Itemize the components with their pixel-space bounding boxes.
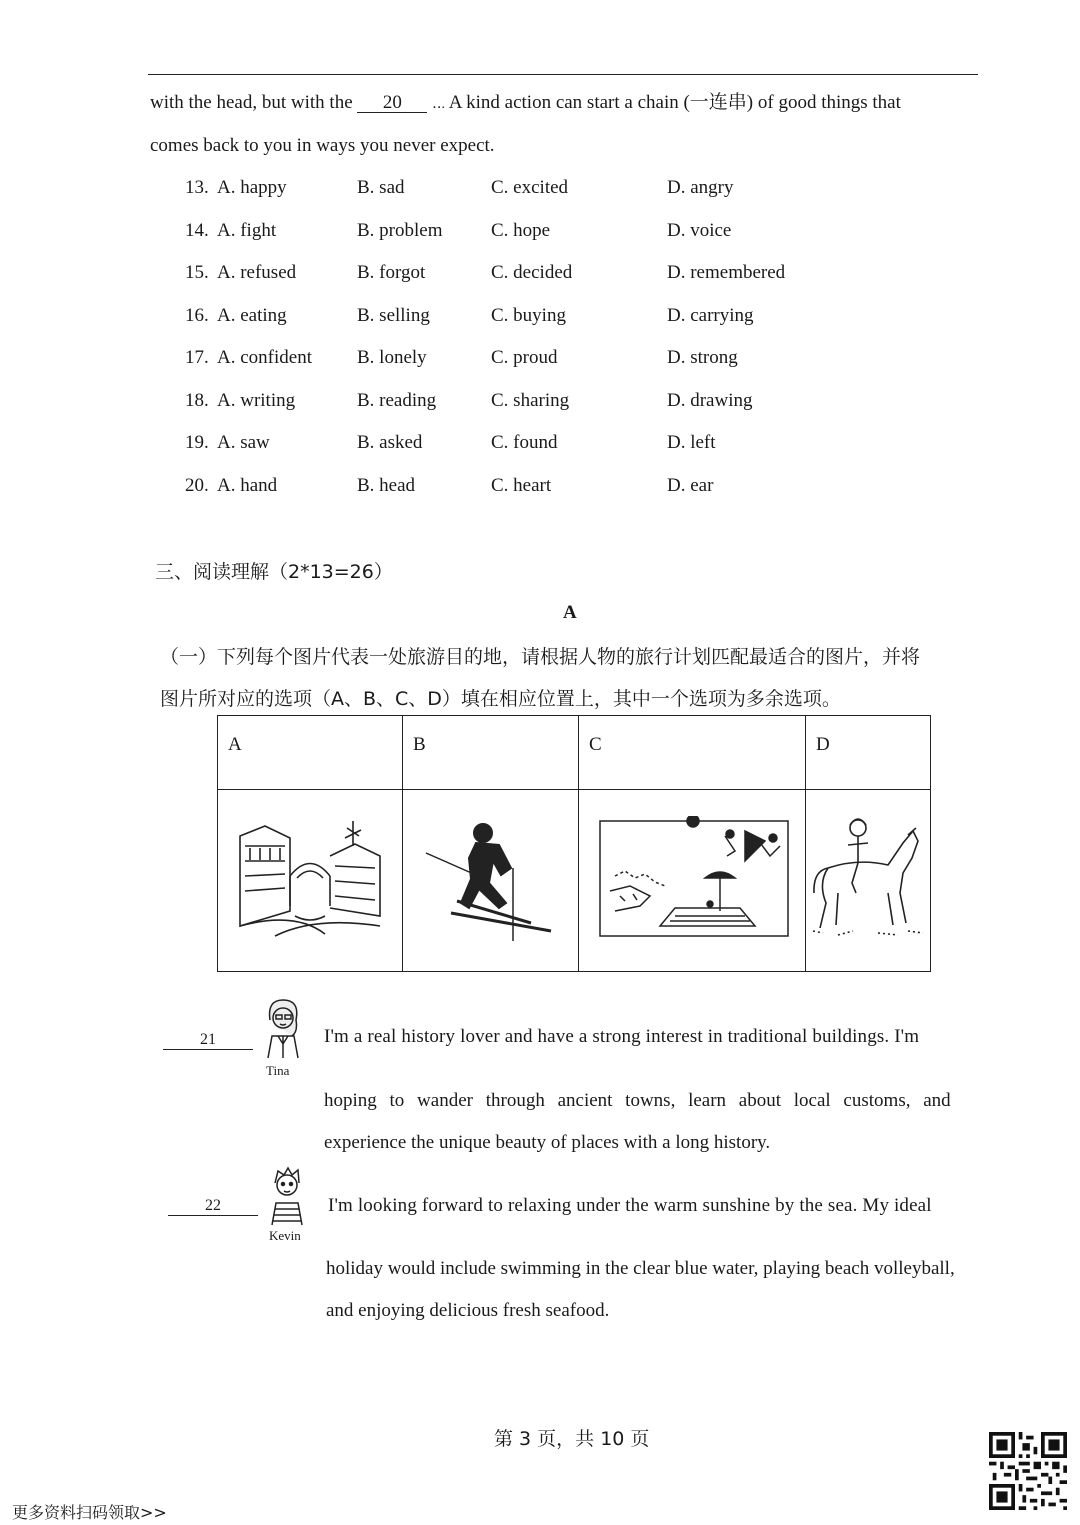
question-number: 13. (185, 177, 209, 198)
option-b[interactable]: B. lonely (357, 347, 427, 368)
option-c[interactable]: C. heart (491, 474, 552, 496)
picture-table (217, 715, 931, 972)
option-a[interactable]: A. writing (217, 389, 296, 411)
label-d: D (806, 716, 931, 790)
question-number: 18. (185, 389, 209, 411)
question-number: 16. (185, 304, 209, 326)
picture-c (579, 790, 806, 972)
option-a[interactable]: A. fight (217, 219, 277, 241)
option-d[interactable]: D. strong (667, 347, 738, 368)
passage-line-1: with the head, but with the 20 ‥. A kind action can start a chain (一连串) of good things that (150, 92, 901, 113)
option-d[interactable]: D. ear (667, 474, 714, 496)
tina-line-1: I'm a real history lover and have a strong interest in traditional buildings. I'm (324, 1026, 920, 1047)
passage-line-2: comes back to you in ways you never expect. (150, 135, 495, 156)
option-a[interactable]: A. confident (217, 347, 312, 368)
question-number: 20. (185, 474, 209, 496)
horse-rider-icon (808, 813, 928, 943)
picture-a (218, 790, 403, 972)
kevin-avatar-icon (266, 1165, 308, 1227)
option-d[interactable]: D. carrying (667, 304, 754, 326)
blank-20: 20 (357, 93, 427, 113)
option-c[interactable]: C. found (491, 432, 558, 453)
option-c[interactable]: C. decided (491, 262, 573, 283)
option-a[interactable]: A. hand (217, 474, 278, 496)
question-number: 14. (185, 219, 209, 241)
question-number: 19. (185, 432, 209, 453)
section-title: 三、阅读理解（2*13=26） (155, 561, 393, 583)
option-b[interactable]: B. forgot (357, 262, 426, 283)
option-c[interactable]: C. buying (491, 304, 566, 326)
option-d[interactable]: D. left (667, 432, 716, 453)
answer-blank-22[interactable]: 22 (168, 1197, 258, 1216)
tina-line-3: experience the unique beauty of places with a long history. (324, 1132, 771, 1153)
beach-icon (595, 816, 790, 941)
picture-d (806, 790, 931, 972)
option-c[interactable]: C. hope (491, 219, 551, 241)
instruction-line-2: 图片所对应的选项（A、B、C、D）填在相应位置上，其中一个选项为多余选项。 (160, 688, 841, 710)
option-a[interactable]: A. refused (217, 262, 297, 283)
part-label: A (563, 602, 577, 623)
option-d[interactable]: D. angry (667, 177, 734, 198)
tina-avatar-icon (262, 998, 304, 1060)
option-c[interactable]: C. excited (491, 177, 569, 198)
person-name-kevin: Kevin (269, 1228, 301, 1243)
option-b[interactable]: B. reading (357, 389, 437, 411)
kevin-line-1: I'm looking forward to relaxing under the warm sunshine by the sea. My ideal (328, 1195, 932, 1216)
option-a[interactable]: A. saw (217, 432, 270, 453)
option-b[interactable]: B. sad (357, 177, 405, 198)
question-number: 15. (185, 262, 209, 283)
option-c[interactable]: C. sharing (491, 389, 570, 411)
option-b[interactable]: B. problem (357, 219, 443, 241)
skier-icon (421, 813, 561, 943)
label-b: B (403, 716, 579, 790)
option-d[interactable]: D. remembered (667, 262, 786, 283)
question-number: 17. (185, 347, 209, 368)
kevin-line-2: holiday would include swimming in the clear blue water, playing beach volleyball, (326, 1258, 955, 1279)
instruction-line-1: （一）下列每个图片代表一处旅游目的地，请根据人物的旅行计划匹配最适合的图片，并将 (160, 646, 921, 668)
option-a[interactable]: A. eating (217, 304, 287, 326)
kevin-line-3: and enjoying delicious fresh seafood. (326, 1300, 610, 1321)
label-a: A (218, 716, 403, 790)
page-number: 第 3 页，共 10 页 (494, 1428, 650, 1450)
option-c[interactable]: C. proud (491, 347, 558, 368)
label-c: C (579, 716, 806, 790)
answer-blank-21[interactable]: 21 (163, 1031, 253, 1050)
option-a[interactable]: A. happy (217, 177, 287, 198)
tina-line-2: hoping to wander through ancient towns, learn about local customs, and (324, 1090, 951, 1111)
qr-code-icon[interactable] (989, 1432, 1067, 1510)
more-resources-link[interactable]: 更多资料扫码领取>> (12, 1503, 167, 1522)
top-rule (148, 74, 978, 75)
option-b[interactable]: B. selling (357, 304, 430, 326)
picture-b (403, 790, 579, 972)
option-d[interactable]: D. drawing (667, 389, 753, 411)
option-b[interactable]: B. asked (357, 432, 423, 453)
ancient-town-icon (235, 816, 385, 941)
option-d[interactable]: D. voice (667, 219, 732, 241)
person-name-tina: Tina (266, 1063, 290, 1078)
option-b[interactable]: B. head (357, 474, 416, 496)
